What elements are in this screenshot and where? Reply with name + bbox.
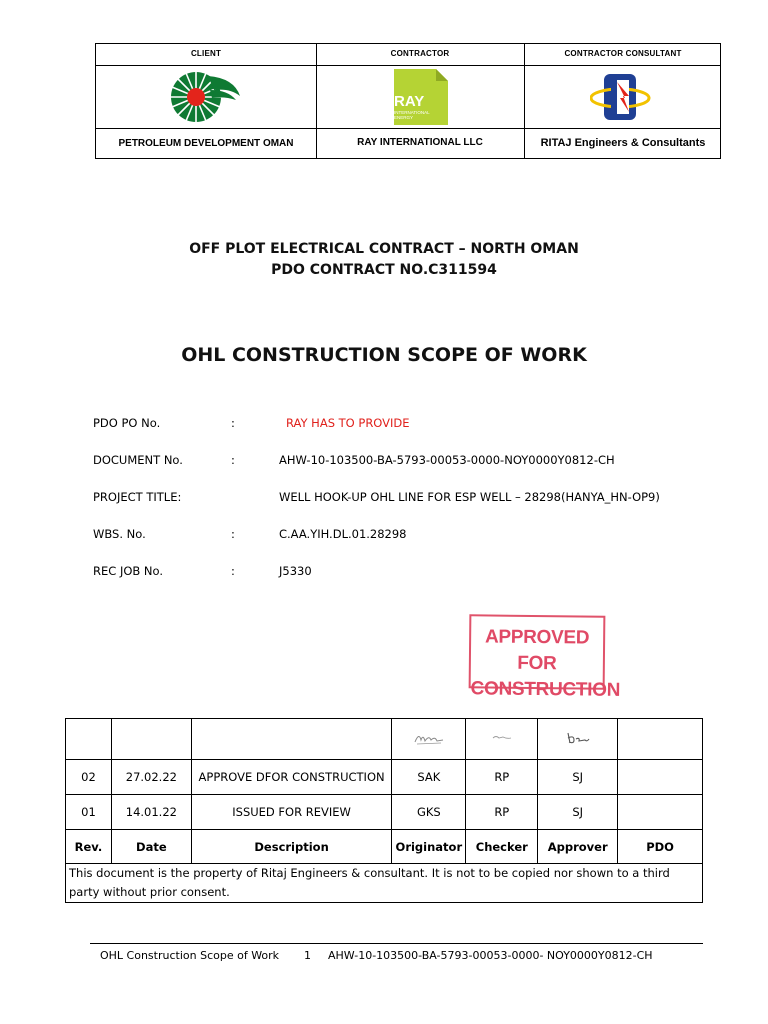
approved-stamp — [469, 614, 621, 701]
header-date: Date — [111, 830, 191, 864]
pdo-logo-icon — [168, 68, 242, 126]
header-approver: Approver — [538, 830, 618, 864]
header-rev: Rev. — [66, 830, 112, 864]
property-notice: This document is the property of Ritaj Engineers & consultant. It is not to be copied nor shown to a third party without prior consent. — [66, 864, 703, 903]
originator-signature-icon — [413, 730, 445, 746]
client-name: PETROLEUM DEVELOPMENT OMAN — [118, 138, 294, 149]
sig-cell — [66, 719, 112, 760]
sig-cell — [538, 719, 618, 760]
sig-cell — [111, 719, 191, 760]
rev-cell: 01 — [66, 795, 112, 830]
header-pdo: PDO — [618, 830, 703, 864]
signature-row — [66, 719, 703, 760]
stamp-line-1: APPROVED FOR — [484, 626, 590, 675]
po-value: RAY HAS TO PROVIDE — [286, 416, 410, 430]
ray-logo-text: RAY — [394, 93, 425, 110]
client-caption: CLIENT — [190, 49, 222, 58]
originator-cell: GKS — [392, 795, 466, 830]
doc-colon: : — [231, 453, 235, 467]
date-cell: 14.01.22 — [111, 795, 191, 830]
sig-cell — [466, 719, 538, 760]
footer-page-number: 1 — [304, 949, 311, 962]
contract-title: OFF PLOT ELECTRICAL CONTRACT – NORTH OMAN — [189, 241, 579, 257]
rev-cell: 02 — [66, 760, 112, 795]
rec-label: REC JOB No. — [93, 564, 164, 578]
table-header-row — [66, 830, 703, 864]
project-value: WELL HOOK-UP OHL LINE FOR ESP WELL – 28298(HANYA_HN-OP9) — [279, 490, 660, 504]
consultant-name: RITAJ Engineers & Consultants — [540, 137, 706, 149]
desc-cell: ISSUED FOR REVIEW — [191, 795, 392, 830]
footer-title: OHL Construction Scope of Work — [100, 949, 280, 962]
consultant-caption: CONTRACTOR CONSULTANT — [564, 49, 682, 58]
rec-value: J5330 — [279, 564, 312, 578]
po-label: PDO PO No. — [93, 416, 161, 430]
table-row — [66, 795, 703, 830]
revision-table — [65, 718, 703, 903]
contract-number: PDO CONTRACT NO.C311594 — [271, 262, 497, 278]
header-table — [95, 43, 721, 159]
note-row — [66, 864, 703, 903]
originator-cell: SAK — [392, 760, 466, 795]
pdo-cell — [618, 795, 703, 830]
header-divider — [96, 128, 720, 129]
rec-colon: : — [231, 564, 235, 578]
ritaj-logo-icon — [590, 72, 652, 122]
pdo-cell — [618, 760, 703, 795]
header-description: Description — [191, 830, 392, 864]
desc-cell: APPROVE DFOR CONSTRUCTION — [191, 760, 392, 795]
contractor-name: RAY INTERNATIONAL LLC — [357, 137, 483, 148]
table-row — [66, 760, 703, 795]
checker-cell: RP — [466, 795, 538, 830]
header-originator: Originator — [392, 830, 466, 864]
contractor-caption: CONTRACTOR — [390, 49, 450, 58]
wbs-colon: : — [231, 527, 235, 541]
document-title: OHL CONSTRUCTION SCOPE OF WORK — [181, 344, 587, 366]
ray-logo-subtext: INTERNATIONAL ENERGY — [394, 110, 430, 120]
footer-rule — [90, 943, 703, 944]
sig-cell — [392, 719, 466, 760]
footer-document-number: AHW-10-103500-BA-5793-00053-0000- NOY0000Y0812-CH — [328, 949, 653, 962]
sig-cell — [191, 719, 392, 760]
header-checker: Checker — [466, 830, 538, 864]
wbs-label: WBS. No. — [93, 527, 146, 541]
checker-cell: RP — [466, 760, 538, 795]
checker-signature-icon — [491, 732, 513, 744]
wbs-value: C.AA.YIH.DL.01.28298 — [279, 527, 407, 541]
doc-value: AHW-10-103500-BA-5793-00053-0000-NOY0000Y0812-CH — [279, 453, 615, 467]
doc-label: DOCUMENT No. — [93, 453, 183, 467]
header-divider — [96, 65, 720, 66]
po-colon: : — [231, 416, 235, 430]
sig-cell — [618, 719, 703, 760]
stamp-line-2: CONSTRUCTION — [470, 678, 621, 701]
approver-cell: SJ — [538, 795, 618, 830]
date-cell: 27.02.22 — [111, 760, 191, 795]
project-label: PROJECT TITLE: — [93, 490, 182, 504]
approver-cell: SJ — [538, 760, 618, 795]
approver-signature-icon — [565, 730, 591, 746]
